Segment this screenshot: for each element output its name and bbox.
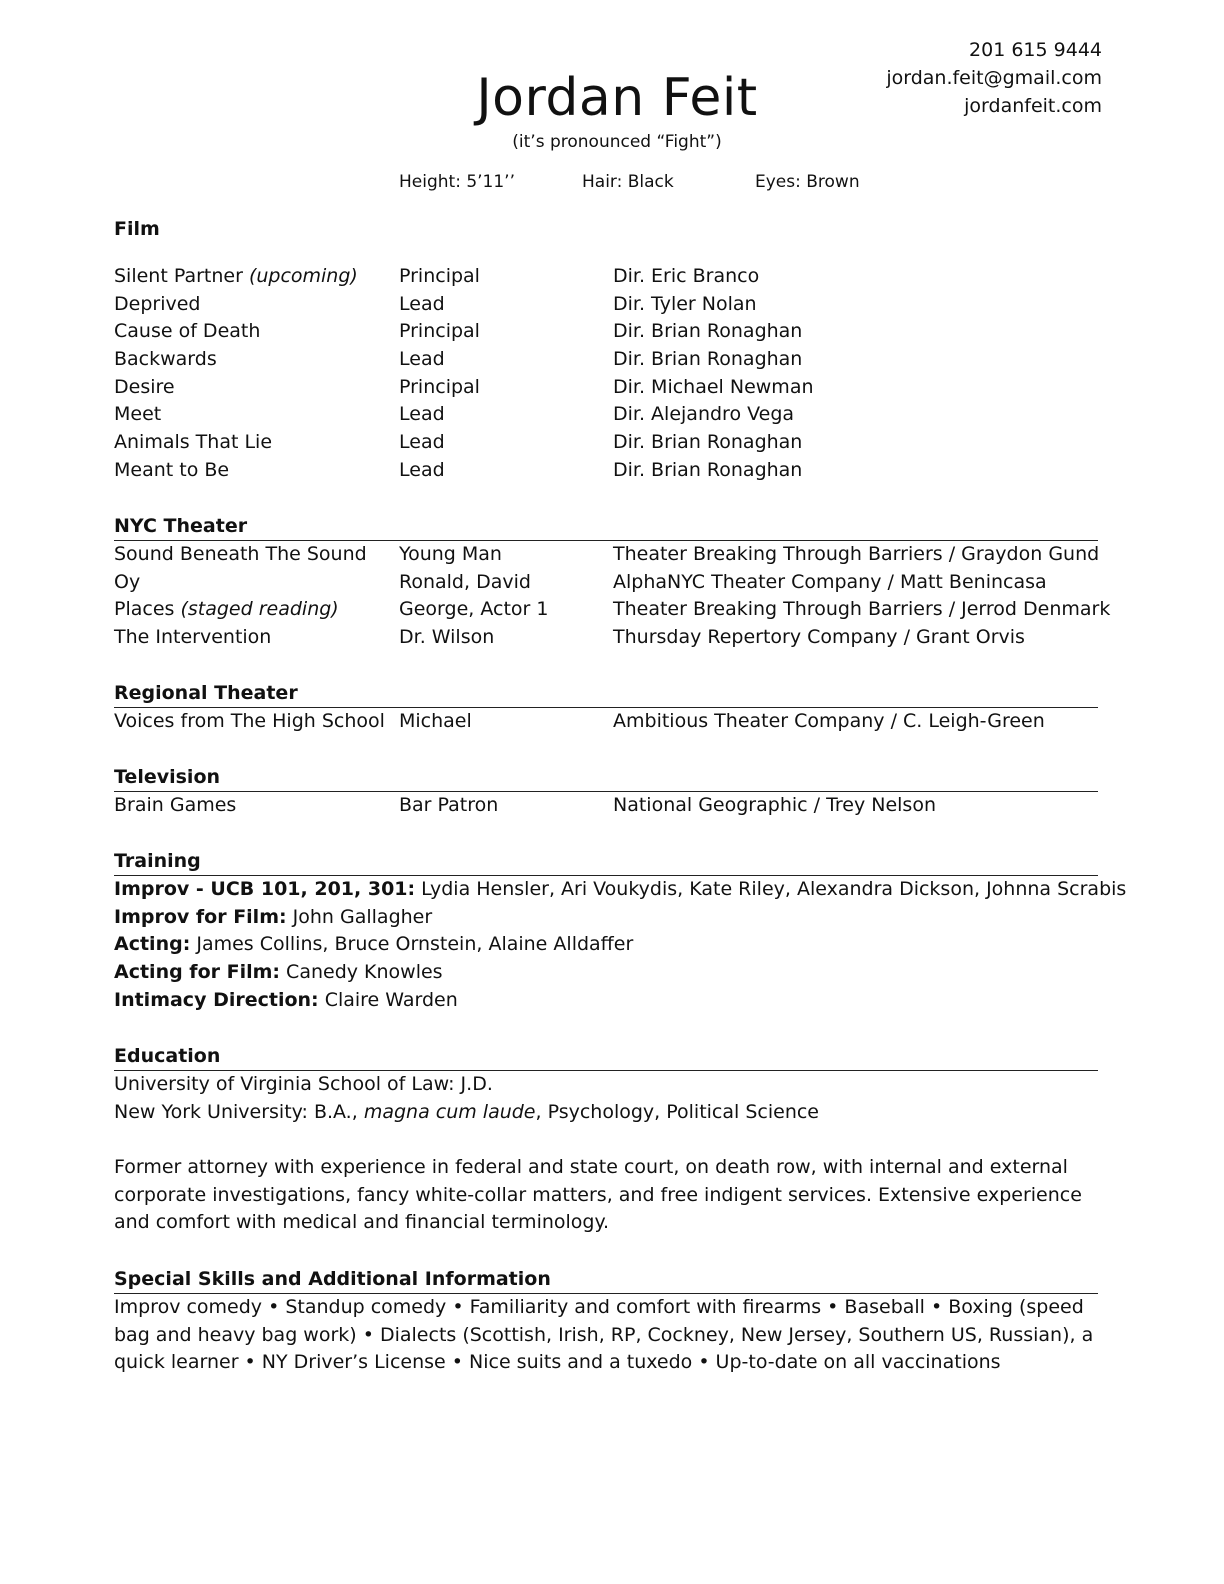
- credit-title-text: Sound Beneath The Sound: [114, 543, 367, 565]
- credit-role: Young Man: [399, 543, 502, 565]
- credit-director: Theater Breaking Through Barriers / Graydon Gund: [613, 543, 1100, 565]
- credit-title-text: The Intervention: [114, 626, 272, 649]
- credit-title-text: Meet: [114, 403, 162, 426]
- email-address: jordan.feit@gmail.com: [886, 67, 1102, 89]
- credit-role: Principal: [399, 375, 480, 398]
- credit-note: (staged reading): [180, 598, 339, 621]
- credit-title: [114, 596, 339, 624]
- actor-name: Jordan Feit: [476, 68, 758, 128]
- credit-title-text: Cause of Death: [114, 320, 261, 343]
- credit-director: Theater Breaking Through Barriers / Jerrod Denmark: [613, 598, 1111, 621]
- credit-title-text: Deprived: [114, 292, 201, 315]
- stat-height: Height: 5’11’’: [399, 172, 515, 192]
- credit-role: Bar Patron: [399, 794, 499, 816]
- training-item: [114, 931, 1104, 959]
- training-item: [114, 959, 1104, 987]
- training-label: Intimacy Direction:: [114, 988, 319, 1011]
- special-skills-text: Improv comedy • Standup comedy • Familiarity and comfort with firearms • Baseball • Boxing (speed bag and heavy bag work) • Dialects (Scottish, Irish, RP, Cockney, New Jersey, Southern US, Russian), a quick learner • NY Driver’s License • Nice suits and a tuxedo • Up-to-date on all vaccinations: [114, 1296, 1094, 1374]
- credit-row: [114, 541, 1104, 569]
- credit-row: [114, 596, 1111, 624]
- education-majors: , Psychology, Political Science: [535, 1100, 819, 1123]
- credit-row: [114, 374, 1104, 402]
- credit-role: Principal: [399, 320, 480, 343]
- credit-director: Thursday Repertory Company / Grant Orvis: [613, 626, 1025, 649]
- pronunciation-note: (it’s pronounced “Fight”): [512, 132, 722, 152]
- credit-title-text: Silent Partner: [114, 265, 243, 287]
- credit-role: George, Actor 1: [399, 598, 549, 621]
- credit-director: AlphaNYC Theater Company / Matt Benincasa: [613, 570, 1047, 593]
- training-label: Improv for Film:: [114, 905, 287, 928]
- section-title-training: Training: [114, 850, 201, 872]
- credit-role: Lead: [399, 292, 445, 315]
- television-credits: [114, 792, 1104, 820]
- credit-note: (upcoming): [248, 265, 358, 287]
- training-label: Acting:: [114, 933, 191, 956]
- credit-role: Lead: [399, 403, 445, 426]
- credit-title: [114, 401, 161, 429]
- education-law: University of Virginia School of Law: J.D.: [114, 1073, 493, 1095]
- credit-director: National Geographic / Trey Nelson: [613, 794, 936, 816]
- credit-title-text: Voices from The High School: [114, 710, 385, 732]
- training-value: John Gallagher: [286, 905, 433, 928]
- credit-title: [114, 457, 229, 485]
- credit-role: Dr. Wilson: [399, 626, 495, 649]
- credit-title-text: Desire: [114, 375, 175, 398]
- credit-row: [114, 457, 1104, 485]
- credit-title-text: Animals That Lie: [114, 431, 273, 454]
- website: jordanfeit.com: [964, 95, 1102, 117]
- section-title-special-skills: Special Skills and Additional Information: [114, 1268, 551, 1290]
- phone-number: 201 615 9444: [969, 39, 1102, 61]
- credit-title: [114, 318, 260, 346]
- credit-title: [114, 429, 272, 457]
- education-undergrad: [114, 1099, 1104, 1127]
- credit-row: [114, 401, 1104, 429]
- background-summary: Former attorney with experience in federal and state court, on death row, with internal and external corporate investigations, fancy white-collar matters, and free indigent services. Extensive experience and comfort with medical and financial terminology.: [114, 1156, 1082, 1234]
- credit-title: [114, 263, 358, 291]
- credit-director: Dir. Eric Branco: [613, 265, 760, 287]
- credit-row: [114, 429, 1104, 457]
- regional-theater-credits: [114, 708, 1104, 736]
- credit-role: Lead: [399, 458, 445, 481]
- credit-role: Principal: [399, 265, 480, 287]
- training-value: Lydia Hensler, Ari Voukydis, Kate Riley, Alexandra Dickson, Johnna Scrabis: [415, 878, 1127, 900]
- credit-title: [114, 792, 236, 820]
- section-title-regional-theater: Regional Theater: [114, 682, 298, 704]
- credit-role: Lead: [399, 348, 445, 371]
- credit-title: [114, 624, 271, 652]
- training-value: James Collins, Bruce Ornstein, Alaine Alldaffer: [190, 933, 634, 956]
- credit-director: Ambitious Theater Company / C. Leigh-Green: [613, 710, 1045, 732]
- training-item: [114, 904, 1104, 932]
- credit-title-text: Places: [114, 598, 175, 621]
- credit-director: Dir. Brian Ronaghan: [613, 431, 803, 454]
- section-title-film: Film: [114, 218, 160, 240]
- credit-title: [114, 374, 175, 402]
- credit-title-text: Backwards: [114, 348, 217, 371]
- credit-title: [114, 708, 385, 736]
- training-value: Canedy Knowles: [280, 961, 443, 984]
- section-title-television: Television: [114, 766, 221, 788]
- credit-row: [114, 624, 1104, 652]
- credit-role: Lead: [399, 431, 445, 454]
- stat-hair: Hair: Black: [582, 172, 674, 192]
- credit-row: [114, 318, 1104, 346]
- training-item: [114, 876, 1127, 904]
- training-label: Improv - UCB 101, 201, 301:: [114, 878, 416, 900]
- credit-director: Dir. Brian Ronaghan: [613, 458, 803, 481]
- credit-row: [114, 346, 1104, 374]
- education-undergrad-degree: New York University: B.A.,: [114, 1100, 364, 1123]
- section-title-nyc-theater: NYC Theater: [114, 515, 248, 537]
- credit-row: [114, 792, 1104, 820]
- credit-role: Michael: [399, 710, 472, 732]
- section-title-education: Education: [114, 1045, 221, 1067]
- credit-title: [114, 569, 140, 597]
- credit-row: [114, 263, 1104, 291]
- training-item: [114, 987, 1104, 1015]
- credit-director: Dir. Michael Newman: [613, 375, 814, 398]
- credit-director: Dir. Tyler Nolan: [613, 292, 757, 315]
- credit-row: [114, 291, 1104, 319]
- credit-role: Ronald, David: [399, 570, 531, 593]
- education-honors: magna cum laude: [363, 1100, 536, 1123]
- nyc-theater-credits: [114, 541, 1111, 652]
- credit-row: [114, 708, 1104, 736]
- training-value: Claire Warden: [318, 988, 458, 1011]
- credit-title: [114, 346, 217, 374]
- credit-title-text: Meant to Be: [114, 458, 230, 481]
- credit-director: Dir. Alejandro Vega: [613, 403, 795, 426]
- credit-title-text: Brain Games: [114, 794, 237, 816]
- credit-title: [114, 541, 367, 569]
- training-label: Acting for Film:: [114, 961, 281, 984]
- credit-title: [114, 291, 200, 319]
- credit-title-text: Oy: [114, 570, 141, 593]
- stat-eyes: Eyes: Brown: [755, 172, 860, 192]
- credit-director: Dir. Brian Ronaghan: [613, 320, 803, 343]
- film-credits: [114, 263, 1104, 485]
- credit-row: [114, 569, 1104, 597]
- credit-director: Dir. Brian Ronaghan: [613, 348, 803, 371]
